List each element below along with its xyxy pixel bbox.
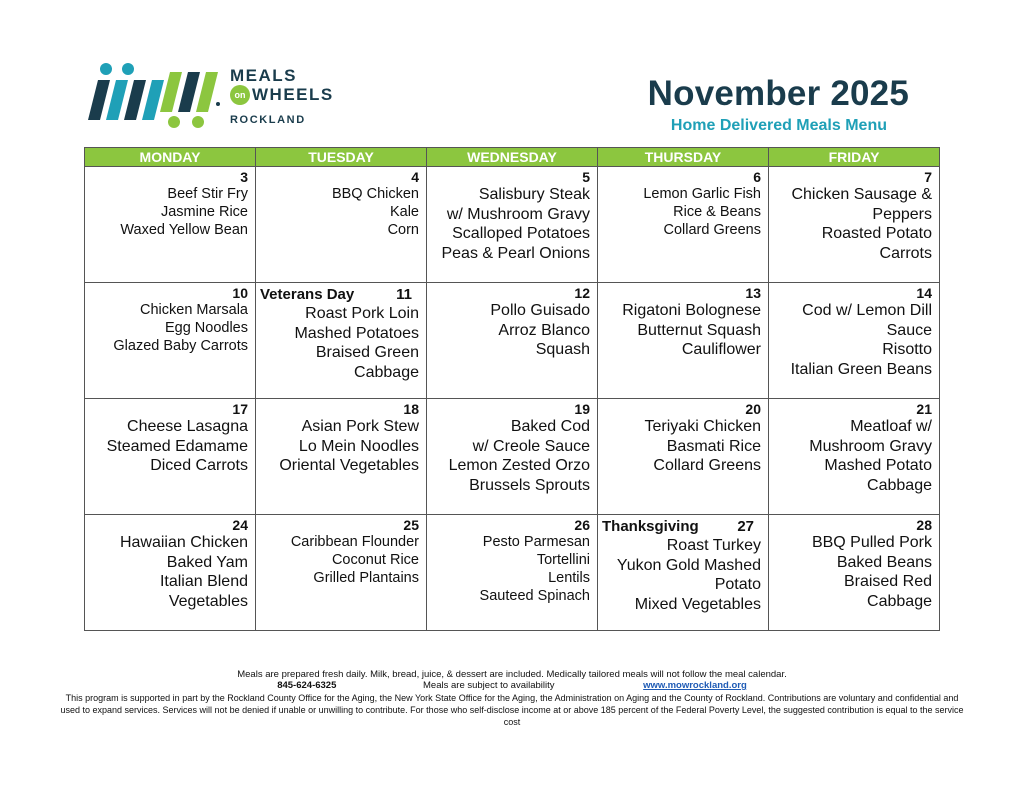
day-number: 11 — [396, 286, 412, 303]
footer-disclaimer: This program is supported in part by the Rockland County Office for the Aging, the New York State Office for the Aging, the Administration on Aging and the County of Rockland. Contributions are voluntary and confidential and used to expand services. Services will not be denied if unable or unwilling to contribute. For those who self-disclose income at or above 185 percent of the Federal Poverty Level, the suggested contribution is equal to the service cost — [60, 693, 964, 727]
footer-website-link[interactable]: www.mowrockland.org — [643, 680, 747, 691]
menu-item: Grilled Plantains — [313, 570, 419, 586]
day-cell — [769, 167, 940, 283]
menu-item: Egg Noodles — [164, 320, 248, 336]
day-cell — [427, 283, 598, 399]
weekday-header-row — [85, 148, 940, 167]
footer-phone: 845-624-6325 — [277, 680, 337, 691]
menu-item: Chicken Sausage & — [791, 186, 932, 203]
menu-item: Cabbage — [354, 363, 419, 381]
day-number: 18 — [403, 401, 419, 417]
menu-item: Yukon Gold Mashed — [616, 556, 761, 574]
menu-item: Beef Stir Fry — [167, 186, 248, 202]
day-cell — [769, 283, 940, 399]
day-cell — [256, 283, 427, 399]
menu-item: Braised Green — [315, 344, 419, 361]
menu-calendar — [84, 147, 940, 631]
menu-item: Teriyaki Chicken — [644, 418, 761, 435]
menu-item: Scalloped Potatoes — [452, 225, 590, 242]
menu-item: Rigatoni Bolognese — [622, 302, 761, 319]
menu-item: Lemon Zested Orzo — [448, 457, 590, 474]
logo-wordmark — [230, 66, 334, 127]
menu-item: Lo Mein Noodles — [298, 437, 419, 455]
menu-item: Kale — [389, 204, 419, 220]
day-cell — [256, 515, 427, 631]
day-cell — [598, 167, 769, 283]
day-number: 13 — [745, 285, 761, 301]
calendar-week-row — [85, 399, 940, 515]
menu-item: Sauce — [886, 321, 932, 339]
day-cell — [427, 399, 598, 515]
menu-item: Sauteed Spinach — [479, 588, 590, 604]
menu-item: Mashed Potatoes — [294, 324, 419, 342]
menu-item: Vegetables — [168, 592, 248, 610]
day-cell — [769, 399, 940, 515]
menu-item: Collard Greens — [653, 457, 761, 474]
logo-rockland-text: ROCKLAND — [230, 113, 306, 126]
meals-on-wheels-logo — [84, 60, 354, 132]
menu-item: Hawaiian Chicken — [119, 534, 248, 551]
day-number: 19 — [574, 401, 590, 417]
menu-item: Lemon Garlic Fish — [643, 186, 761, 202]
menu-item: Salisbury Steak — [478, 186, 590, 203]
menu-item: Coconut Rice — [331, 552, 419, 568]
menu-item: Peppers — [872, 205, 932, 223]
menu-item: Rice & Beans — [673, 204, 761, 220]
logo-on-badge: on — [230, 85, 250, 105]
menu-item: Steamed Edamame — [106, 437, 248, 455]
menu-item: Baked Beans — [836, 553, 932, 571]
day-cell — [598, 399, 769, 515]
day-cell — [598, 283, 769, 399]
day-number: 20 — [745, 401, 761, 417]
menu-item: Cod w/ Lemon Dill — [802, 302, 932, 319]
menu-item: BBQ Pulled Pork — [811, 534, 932, 551]
menu-item: Squash — [535, 341, 590, 358]
day-number: 24 — [232, 517, 248, 533]
day-number: 27 — [737, 518, 754, 535]
weekday-header: FRIDAY — [769, 148, 940, 167]
menu-item: Potato — [714, 576, 761, 593]
menu-item: Meatloaf w/ — [850, 418, 932, 435]
weekday-header: MONDAY — [85, 148, 256, 167]
menu-item: Mushroom Gravy — [809, 437, 932, 455]
menu-item: Tortellini — [536, 552, 590, 568]
menu-item: Butternut Squash — [637, 321, 761, 339]
menu-item: Mixed Vegetables — [634, 595, 761, 613]
menu-item: Peas & Pearl Onions — [441, 244, 590, 262]
page-subtitle: Home Delivered Meals Menu — [670, 117, 887, 134]
menu-item: Carrots — [879, 244, 932, 262]
menu-item: Lentils — [548, 570, 590, 586]
menu-item: Caribbean Flounder — [290, 534, 419, 550]
menu-item: Roast Pork Loin — [305, 305, 419, 322]
menu-item: Cheese Lasagna — [127, 418, 248, 435]
footer-availability: Meals are subject to availability — [423, 680, 555, 691]
menu-item: Italian Blend — [159, 573, 248, 590]
menu-item: Roast Turkey — [666, 537, 761, 554]
menu-item: Pesto Parmesan — [482, 534, 590, 550]
menu-item: Basmati Rice — [666, 437, 761, 455]
day-number: 21 — [916, 401, 932, 417]
day-cell — [256, 399, 427, 515]
calendar-week-row — [85, 515, 940, 631]
day-number: 7 — [924, 169, 932, 185]
weekday-header: TUESDAY — [256, 148, 427, 167]
menu-item: Waxed Yellow Bean — [120, 222, 248, 238]
day-number: 25 — [403, 517, 419, 533]
day-number: 10 — [232, 285, 248, 301]
calendar-week-row — [85, 283, 940, 399]
menu-item: Diced Carrots — [150, 457, 248, 474]
logo-wheels-text: WHEELS — [252, 85, 334, 104]
menu-item: w/ Creole Sauce — [472, 437, 590, 455]
day-cell — [427, 515, 598, 631]
calendar-body — [85, 167, 940, 631]
weekday-header: THURSDAY — [598, 148, 769, 167]
menu-item: Jasmine Rice — [160, 204, 248, 220]
menu-item: Chicken Marsala — [140, 302, 248, 318]
day-cell — [769, 515, 940, 631]
day-cell — [256, 167, 427, 283]
day-number: 5 — [582, 169, 590, 185]
day-number: 17 — [232, 401, 248, 417]
footer-contact-row — [0, 680, 1024, 691]
weekday-header: WEDNESDAY — [427, 148, 598, 167]
menu-item: Collard Greens — [663, 222, 761, 238]
menu-item: Pollo Guisado — [490, 302, 590, 319]
day-cell — [85, 399, 256, 515]
menu-item: Brussels Sprouts — [469, 476, 590, 494]
day-number: 14 — [916, 285, 932, 301]
logo-figures-icon — [84, 60, 224, 132]
menu-item: Baked Yam — [166, 553, 248, 571]
holiday-label: Thanksgiving — [602, 518, 699, 535]
day-header — [260, 285, 419, 304]
day-number: 28 — [916, 517, 932, 533]
menu-item: Corn — [387, 222, 419, 238]
day-number: 12 — [574, 285, 590, 301]
menu-item: Braised Red — [843, 573, 932, 590]
day-number: 6 — [753, 169, 761, 185]
day-cell — [85, 283, 256, 399]
menu-item: Baked Cod — [510, 418, 590, 435]
menu-item: Oriental Vegetables — [279, 457, 419, 474]
menu-item: Risotto — [882, 341, 932, 358]
page-title: November 2025 — [647, 74, 909, 113]
menu-item: Roasted Potato — [821, 225, 932, 242]
menu-item: Cabbage — [867, 476, 932, 494]
day-number: 3 — [240, 169, 248, 185]
day-header — [602, 517, 761, 536]
menu-item: Glazed Baby Carrots — [113, 338, 248, 354]
menu-item: Italian Green Beans — [790, 360, 932, 378]
menu-item: Cauliflower — [681, 341, 761, 358]
day-number: 26 — [574, 517, 590, 533]
logo-meals-text: MEALS — [230, 66, 297, 85]
menu-item: Arroz Blanco — [498, 321, 590, 339]
holiday-label: Veterans Day — [260, 286, 355, 303]
day-cell — [598, 515, 769, 631]
footer-meal-note: Meals are prepared fresh daily. Milk, bread, juice, & dessert are included. Medically tailored meals will not follow the meal calendar. — [237, 669, 787, 680]
day-cell — [85, 167, 256, 283]
menu-item: Asian Pork Stew — [301, 418, 419, 435]
menu-item: w/ Mushroom Gravy — [446, 205, 590, 223]
menu-item: Mashed Potato — [824, 457, 932, 474]
calendar-week-row — [85, 167, 940, 283]
menu-item: BBQ Chicken — [331, 186, 419, 202]
day-number: 4 — [411, 169, 419, 185]
menu-item: Cabbage — [867, 592, 932, 610]
day-cell — [427, 167, 598, 283]
day-cell — [85, 515, 256, 631]
